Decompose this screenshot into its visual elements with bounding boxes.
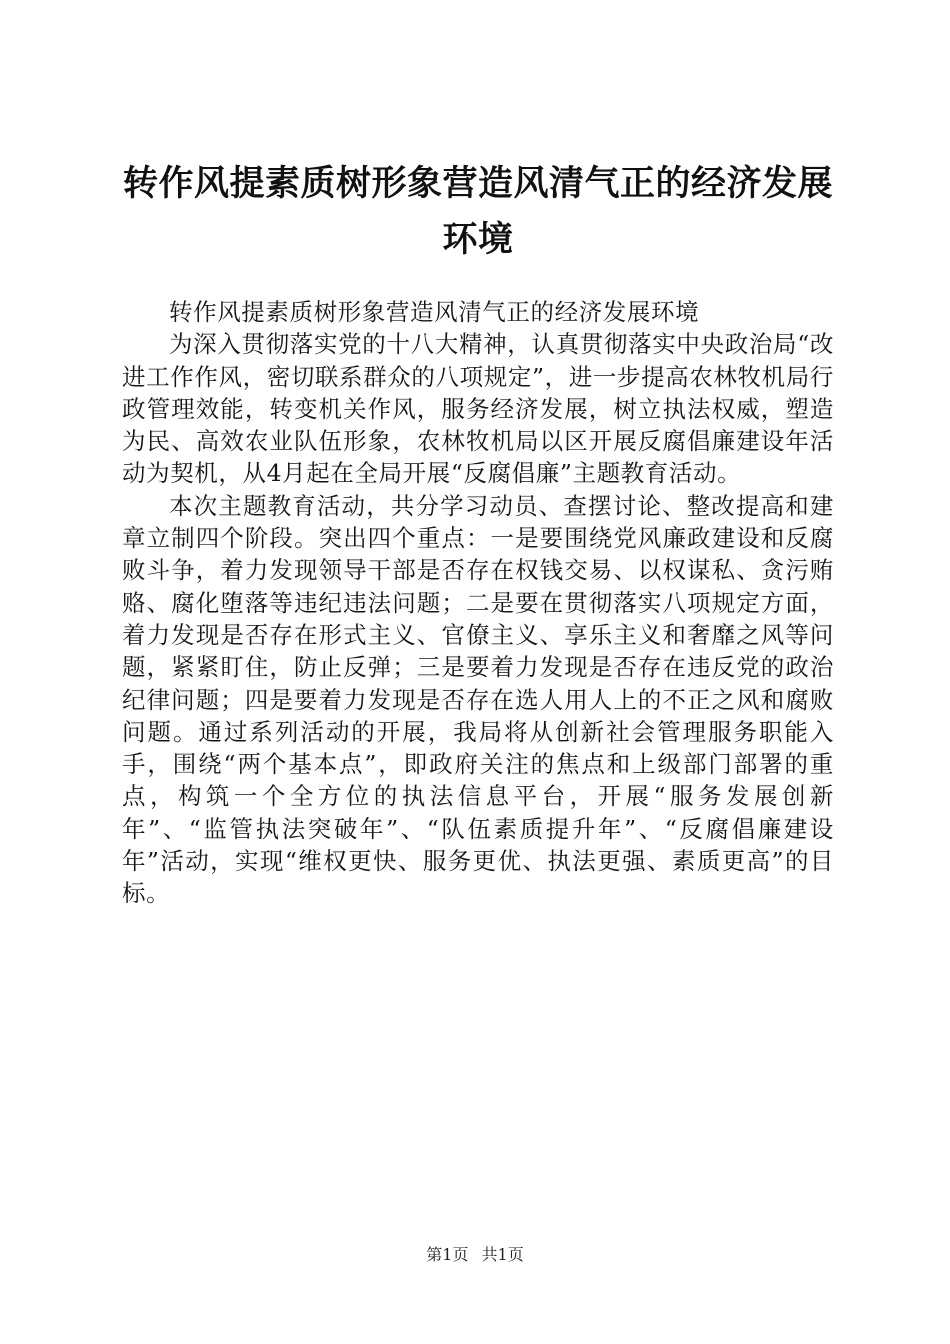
body-paragraph-2: 本次主题教育活动，共分学习动员、查摆讨论、整改提高和建章立制四个阶段。突出四个重点：一是要围绕党风廉政建设和反腐败斗争，着力发现领导干部是否存在权钱交易、以权谋私、贪污贿赂、腐化堕落等违纪违法问题；二是要在贯彻落实八项规定方面，着力发现是否存在形式主义、官僚主义、享乐主义和奢靡之风等问题，紧紧盯住，防止反弹；三是要着力发现是否存在违反党的政治纪律问题；四是要着力发现是否存在选人用人上的不正之风和腐败问题。通过系列活动的开展，我局将从创新社会管理服务职能入手，围绕“两个基本点”，即政府关注的焦点和上级部门部署的重点，构筑一个全方位的执法信息平台，开展“服务发展创新年”、“监管执法突破年”、“队伍素质提升年”、“反腐倡廉建设年”活动，实现“维权更快、服务更优、执法更强、素质更高”的目标。 — [122, 491, 834, 908]
page-footer — [0, 1244, 950, 1266]
page-total: 共1页 — [481, 1245, 524, 1264]
document-body — [122, 296, 834, 910]
body-paragraph-1: 为深入贯彻落实党的十八大精神，认真贯彻落实中央政治局“改进工作作风，密切联系群众的八项规定”，进一步提高农林牧机局行政管理效能，转变机关作风，服务经济发展，树立执法权威，塑造为民、高效农业队伍形象，农林牧机局以区开展反腐倡廉建设年活动为契机，从4月起在全局开展“反腐倡廉”主题教育活动。 — [122, 330, 834, 488]
body-paragraph-subtitle: 转作风提素质树形象营造风清气正的经济发展环境 — [169, 298, 700, 326]
document-title: 转作风提素质树形象营造风清气正的经济发展环境 — [122, 164, 833, 260]
page-number: 第1页 — [426, 1245, 469, 1264]
